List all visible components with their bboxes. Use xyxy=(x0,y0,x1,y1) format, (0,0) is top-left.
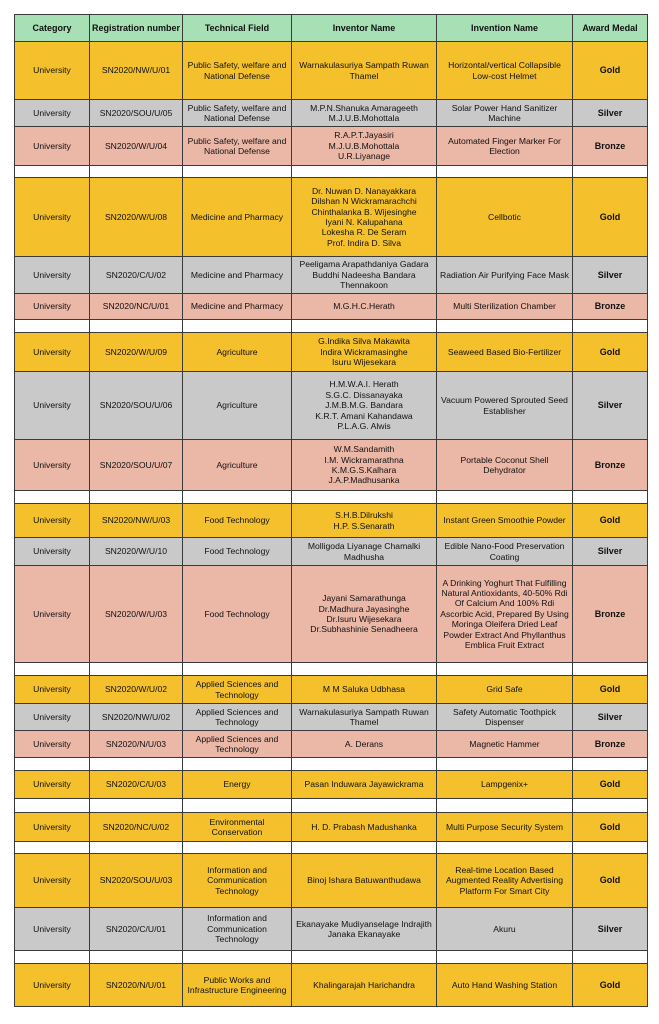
table-row xyxy=(15,704,648,731)
technical-field-cell: Medicine and Pharmacy xyxy=(183,178,292,257)
registration-cell: SN2020/SOU/U/05 xyxy=(90,100,183,127)
awards-table xyxy=(14,14,648,1007)
category-cell: University xyxy=(15,771,90,799)
spacer-cell xyxy=(437,758,573,771)
spacer-cell xyxy=(183,663,292,676)
invention-name-cell: Instant Green Smoothie Powder xyxy=(437,504,573,538)
registration-cell: SN2020/NC/U/02 xyxy=(90,813,183,842)
award-medal-cell: Gold xyxy=(573,676,648,704)
invention-name-cell: Magnetic Hammer xyxy=(437,731,573,758)
header-row xyxy=(15,15,648,42)
technical-field-cell: Agriculture xyxy=(183,372,292,440)
technical-field-cell: Information and Communication Technology xyxy=(183,854,292,908)
registration-cell: SN2020/NW/U/02 xyxy=(90,704,183,731)
registration-cell: SN2020/C/U/03 xyxy=(90,771,183,799)
inventor-name-cell: R.A.P.T.Jayasiri M.J.U.B.Mohottala U.R.Liyanage xyxy=(292,127,437,166)
category-cell: University xyxy=(15,333,90,372)
spacer-cell xyxy=(437,491,573,504)
category-cell: University xyxy=(15,372,90,440)
technical-field-cell: Food Technology xyxy=(183,504,292,538)
inventor-name-cell: H. D. Prabash Madushanka xyxy=(292,813,437,842)
inventor-name-cell: H.M.W.A.I. Herath S.G.C. Dissanayaka J.M.B.M.G. Bandara K.R.T. Amani Kahandawa P.L.A.G. Alwis xyxy=(292,372,437,440)
spacer-cell xyxy=(292,758,437,771)
award-medal-cell: Gold xyxy=(573,178,648,257)
registration-cell: SN2020/N/U/01 xyxy=(90,964,183,1007)
inventor-name-cell: W.M.Sandamith I.M. Wickramarathna K.M.G.S.Kalhara J.A.P.Madhusanka xyxy=(292,440,437,491)
spacer-cell xyxy=(15,951,90,964)
spacer-cell xyxy=(15,320,90,333)
registration-cell: SN2020/C/U/02 xyxy=(90,257,183,294)
registration-cell: SN2020/SOU/U/06 xyxy=(90,372,183,440)
header-category: Category xyxy=(15,15,90,42)
table-row xyxy=(15,127,648,166)
technical-field-cell: Medicine and Pharmacy xyxy=(183,294,292,320)
registration-cell: SN2020/W/U/02 xyxy=(90,676,183,704)
invention-name-cell: Edible Nano-Food Preservation Coating xyxy=(437,538,573,566)
registration-cell: SN2020/SOU/U/03 xyxy=(90,854,183,908)
spacer-cell xyxy=(90,758,183,771)
award-medal-cell: Silver xyxy=(573,538,648,566)
spacer-cell xyxy=(437,951,573,964)
technical-field-cell: Public Safety, welfare and National Defense xyxy=(183,42,292,100)
header-technical-field: Technical Field xyxy=(183,15,292,42)
spacer-cell xyxy=(90,491,183,504)
inventor-name-cell: Peeligama Arapathdaniya Gadara Buddhi Nadeesha Bandara Thennakoon xyxy=(292,257,437,294)
table-row xyxy=(15,178,648,257)
category-cell: University xyxy=(15,127,90,166)
category-cell: University xyxy=(15,538,90,566)
spacer-cell xyxy=(90,663,183,676)
spacer-cell xyxy=(573,799,648,813)
table-row xyxy=(15,42,648,100)
invention-name-cell: Multi Sterilization Chamber xyxy=(437,294,573,320)
table-row xyxy=(15,908,648,951)
registration-cell: SN2020/NW/U/03 xyxy=(90,504,183,538)
table-row xyxy=(15,538,648,566)
header-award-medal: Award Medal xyxy=(573,15,648,42)
technical-field-cell: Food Technology xyxy=(183,566,292,663)
inventor-name-cell: Molligoda Liyanage Chamalki Madhusha xyxy=(292,538,437,566)
category-cell: University xyxy=(15,908,90,951)
spacer-cell xyxy=(573,951,648,964)
spacer-cell xyxy=(573,491,648,504)
registration-cell: SN2020/N/U/03 xyxy=(90,731,183,758)
inventor-name-cell: M.G.H.C.Herath xyxy=(292,294,437,320)
spacer-cell xyxy=(90,320,183,333)
inventor-name-cell: Ekanayake Mudiyanselage Indrajith Janaka Ekanayake xyxy=(292,908,437,951)
category-cell: University xyxy=(15,704,90,731)
technical-field-cell: Environmental Conservation xyxy=(183,813,292,842)
spacer-cell xyxy=(15,663,90,676)
category-cell: University xyxy=(15,504,90,538)
award-medal-cell: Bronze xyxy=(573,731,648,758)
registration-cell: SN2020/NC/U/01 xyxy=(90,294,183,320)
technical-field-cell: Agriculture xyxy=(183,333,292,372)
award-medal-cell: Gold xyxy=(573,813,648,842)
spacer-cell xyxy=(90,799,183,813)
inventor-name-cell: Warnakulasuriya Sampath Ruwan Thamel xyxy=(292,42,437,100)
invention-name-cell: Radiation Air Purifying Face Mask xyxy=(437,257,573,294)
table-row xyxy=(15,333,648,372)
technical-field-cell: Agriculture xyxy=(183,440,292,491)
table-row xyxy=(15,566,648,663)
award-medal-cell: Gold xyxy=(573,771,648,799)
invention-name-cell: Safety Automatic Toothpick Dispenser xyxy=(437,704,573,731)
spacer-cell xyxy=(90,166,183,178)
category-cell: University xyxy=(15,257,90,294)
spacer-cell xyxy=(292,951,437,964)
spacer-cell xyxy=(183,491,292,504)
category-cell: University xyxy=(15,100,90,127)
awards-sheet xyxy=(14,14,647,1007)
category-cell: University xyxy=(15,42,90,100)
technical-field-cell: Public Safety, welfare and National Defense xyxy=(183,100,292,127)
category-cell: University xyxy=(15,813,90,842)
table-row xyxy=(15,813,648,842)
spacer-row xyxy=(15,166,648,178)
invention-name-cell: Portable Coconut Shell Dehydrator xyxy=(437,440,573,491)
spacer-cell xyxy=(292,842,437,854)
invention-name-cell: Multi Purpose Security System xyxy=(437,813,573,842)
invention-name-cell: Cellbotic xyxy=(437,178,573,257)
category-cell: University xyxy=(15,178,90,257)
award-medal-cell: Gold xyxy=(573,42,648,100)
invention-name-cell: Horizontal/vertical Collapsible Low-cost Helmet xyxy=(437,42,573,100)
spacer-cell xyxy=(15,166,90,178)
inventor-name-cell: Warnakulasuriya Sampath Ruwan Thamel xyxy=(292,704,437,731)
spacer-cell xyxy=(15,842,90,854)
registration-cell: SN2020/W/U/09 xyxy=(90,333,183,372)
table-row xyxy=(15,372,648,440)
award-medal-cell: Silver xyxy=(573,257,648,294)
category-cell: University xyxy=(15,440,90,491)
technical-field-cell: Information and Communication Technology xyxy=(183,908,292,951)
inventor-name-cell: Pasan Induwara Jayawickrama xyxy=(292,771,437,799)
spacer-cell xyxy=(573,663,648,676)
header-registration: Registration number xyxy=(90,15,183,42)
technical-field-cell: Medicine and Pharmacy xyxy=(183,257,292,294)
award-medal-cell: Silver xyxy=(573,704,648,731)
award-medal-cell: Bronze xyxy=(573,440,648,491)
category-cell: University xyxy=(15,676,90,704)
table-row xyxy=(15,731,648,758)
spacer-cell xyxy=(183,758,292,771)
technical-field-cell: Applied Sciences and Technology xyxy=(183,704,292,731)
spacer-cell xyxy=(292,320,437,333)
invention-name-cell: Auto Hand Washing Station xyxy=(437,964,573,1007)
table-body xyxy=(15,42,648,1007)
spacer-cell xyxy=(437,842,573,854)
technical-field-cell: Public Safety, welfare and National Defense xyxy=(183,127,292,166)
spacer-cell xyxy=(292,663,437,676)
spacer-cell xyxy=(573,758,648,771)
spacer-row xyxy=(15,491,648,504)
inventor-name-cell: Jayani Samarathunga Dr.Madhura Jayasinghe Dr.Isuru Wijesekara Dr.Subhashinie Senadheera xyxy=(292,566,437,663)
technical-field-cell: Applied Sciences and Technology xyxy=(183,731,292,758)
spacer-cell xyxy=(292,166,437,178)
technical-field-cell: Energy xyxy=(183,771,292,799)
table-row xyxy=(15,964,648,1007)
category-cell: University xyxy=(15,294,90,320)
table-row xyxy=(15,676,648,704)
header-inventor-name: Inventor Name xyxy=(292,15,437,42)
header-invention-name: Invention Name xyxy=(437,15,573,42)
inventor-name-cell: G.Indika Silva Makawita Indira Wickramasinghe Isuru Wijesekara xyxy=(292,333,437,372)
spacer-row xyxy=(15,842,648,854)
table-row xyxy=(15,294,648,320)
inventor-name-cell: A. Derans xyxy=(292,731,437,758)
invention-name-cell: Seaweed Based Bio-Fertilizer xyxy=(437,333,573,372)
spacer-row xyxy=(15,951,648,964)
registration-cell: SN2020/W/U/10 xyxy=(90,538,183,566)
technical-field-cell: Food Technology xyxy=(183,538,292,566)
registration-cell: SN2020/SOU/U/07 xyxy=(90,440,183,491)
invention-name-cell: Solar Power Hand Sanitizer Machine xyxy=(437,100,573,127)
award-medal-cell: Bronze xyxy=(573,127,648,166)
spacer-cell xyxy=(573,166,648,178)
table-row xyxy=(15,257,648,294)
spacer-row xyxy=(15,663,648,676)
registration-cell: SN2020/W/U/04 xyxy=(90,127,183,166)
spacer-cell xyxy=(183,842,292,854)
inventor-name-cell: S.H.B.Dilrukshi H.P. S.Senarath xyxy=(292,504,437,538)
technical-field-cell: Applied Sciences and Technology xyxy=(183,676,292,704)
spacer-cell xyxy=(15,758,90,771)
award-medal-cell: Silver xyxy=(573,372,648,440)
spacer-cell xyxy=(573,320,648,333)
invention-name-cell: Lampgenix+ xyxy=(437,771,573,799)
category-cell: University xyxy=(15,964,90,1007)
award-medal-cell: Silver xyxy=(573,908,648,951)
award-medal-cell: Silver xyxy=(573,100,648,127)
invention-name-cell: Automated Finger Marker For Election xyxy=(437,127,573,166)
inventor-name-cell: M M Saluka Udbhasa xyxy=(292,676,437,704)
table-row xyxy=(15,100,648,127)
spacer-cell xyxy=(183,166,292,178)
invention-name-cell: A Drinking Yoghurt That Fulfilling Natural Antioxidants, 40-50% Rdi Of Calcium And 100% Rdi Ascorbic Acid, Prepared By Using Moringa Oleifera Dried Leaf Powder Extract And Phyllanthus Emblica Fruit Extract xyxy=(437,566,573,663)
spacer-cell xyxy=(15,799,90,813)
table-row xyxy=(15,504,648,538)
award-medal-cell: Gold xyxy=(573,854,648,908)
spacer-row xyxy=(15,320,648,333)
invention-name-cell: Akuru xyxy=(437,908,573,951)
spacer-cell xyxy=(437,166,573,178)
table-row xyxy=(15,771,648,799)
category-cell: University xyxy=(15,566,90,663)
spacer-row xyxy=(15,758,648,771)
spacer-cell xyxy=(90,951,183,964)
spacer-row xyxy=(15,799,648,813)
registration-cell: SN2020/C/U/01 xyxy=(90,908,183,951)
category-cell: University xyxy=(15,731,90,758)
spacer-cell xyxy=(183,799,292,813)
invention-name-cell: Real-time Location Based Augmented Reality Advertising Platform For Smart City xyxy=(437,854,573,908)
award-medal-cell: Bronze xyxy=(573,566,648,663)
invention-name-cell: Vacuum Powered Sprouted Seed Establisher xyxy=(437,372,573,440)
registration-cell: SN2020/NW/U/01 xyxy=(90,42,183,100)
spacer-cell xyxy=(437,663,573,676)
award-medal-cell: Gold xyxy=(573,333,648,372)
category-cell: University xyxy=(15,854,90,908)
award-medal-cell: Gold xyxy=(573,964,648,1007)
registration-cell: SN2020/W/U/08 xyxy=(90,178,183,257)
inventor-name-cell: Khalingarajah Harichandra xyxy=(292,964,437,1007)
spacer-cell xyxy=(183,320,292,333)
table-row xyxy=(15,854,648,908)
spacer-cell xyxy=(292,799,437,813)
award-medal-cell: Bronze xyxy=(573,294,648,320)
technical-field-cell: Public Works and Infrastructure Engineering xyxy=(183,964,292,1007)
spacer-cell xyxy=(573,842,648,854)
spacer-cell xyxy=(90,842,183,854)
spacer-cell xyxy=(437,799,573,813)
registration-cell: SN2020/W/U/03 xyxy=(90,566,183,663)
spacer-cell xyxy=(437,320,573,333)
inventor-name-cell: Binoj Ishara Batuwanthudawa xyxy=(292,854,437,908)
award-medal-cell: Gold xyxy=(573,504,648,538)
inventor-name-cell: Dr. Nuwan D. Nanayakkara Dilshan N Wickramarachchi Chinthalanka B. Wijesinghe Iyani N. Kalupahana Lokesha R. De Seram Prof. Indira D. Silva xyxy=(292,178,437,257)
table-row xyxy=(15,440,648,491)
spacer-cell xyxy=(183,951,292,964)
spacer-cell xyxy=(15,491,90,504)
spacer-cell xyxy=(292,491,437,504)
invention-name-cell: Grid Safe xyxy=(437,676,573,704)
inventor-name-cell: M.P.N.Shanuka Amarageeth M.J.U.B.Mohottala xyxy=(292,100,437,127)
